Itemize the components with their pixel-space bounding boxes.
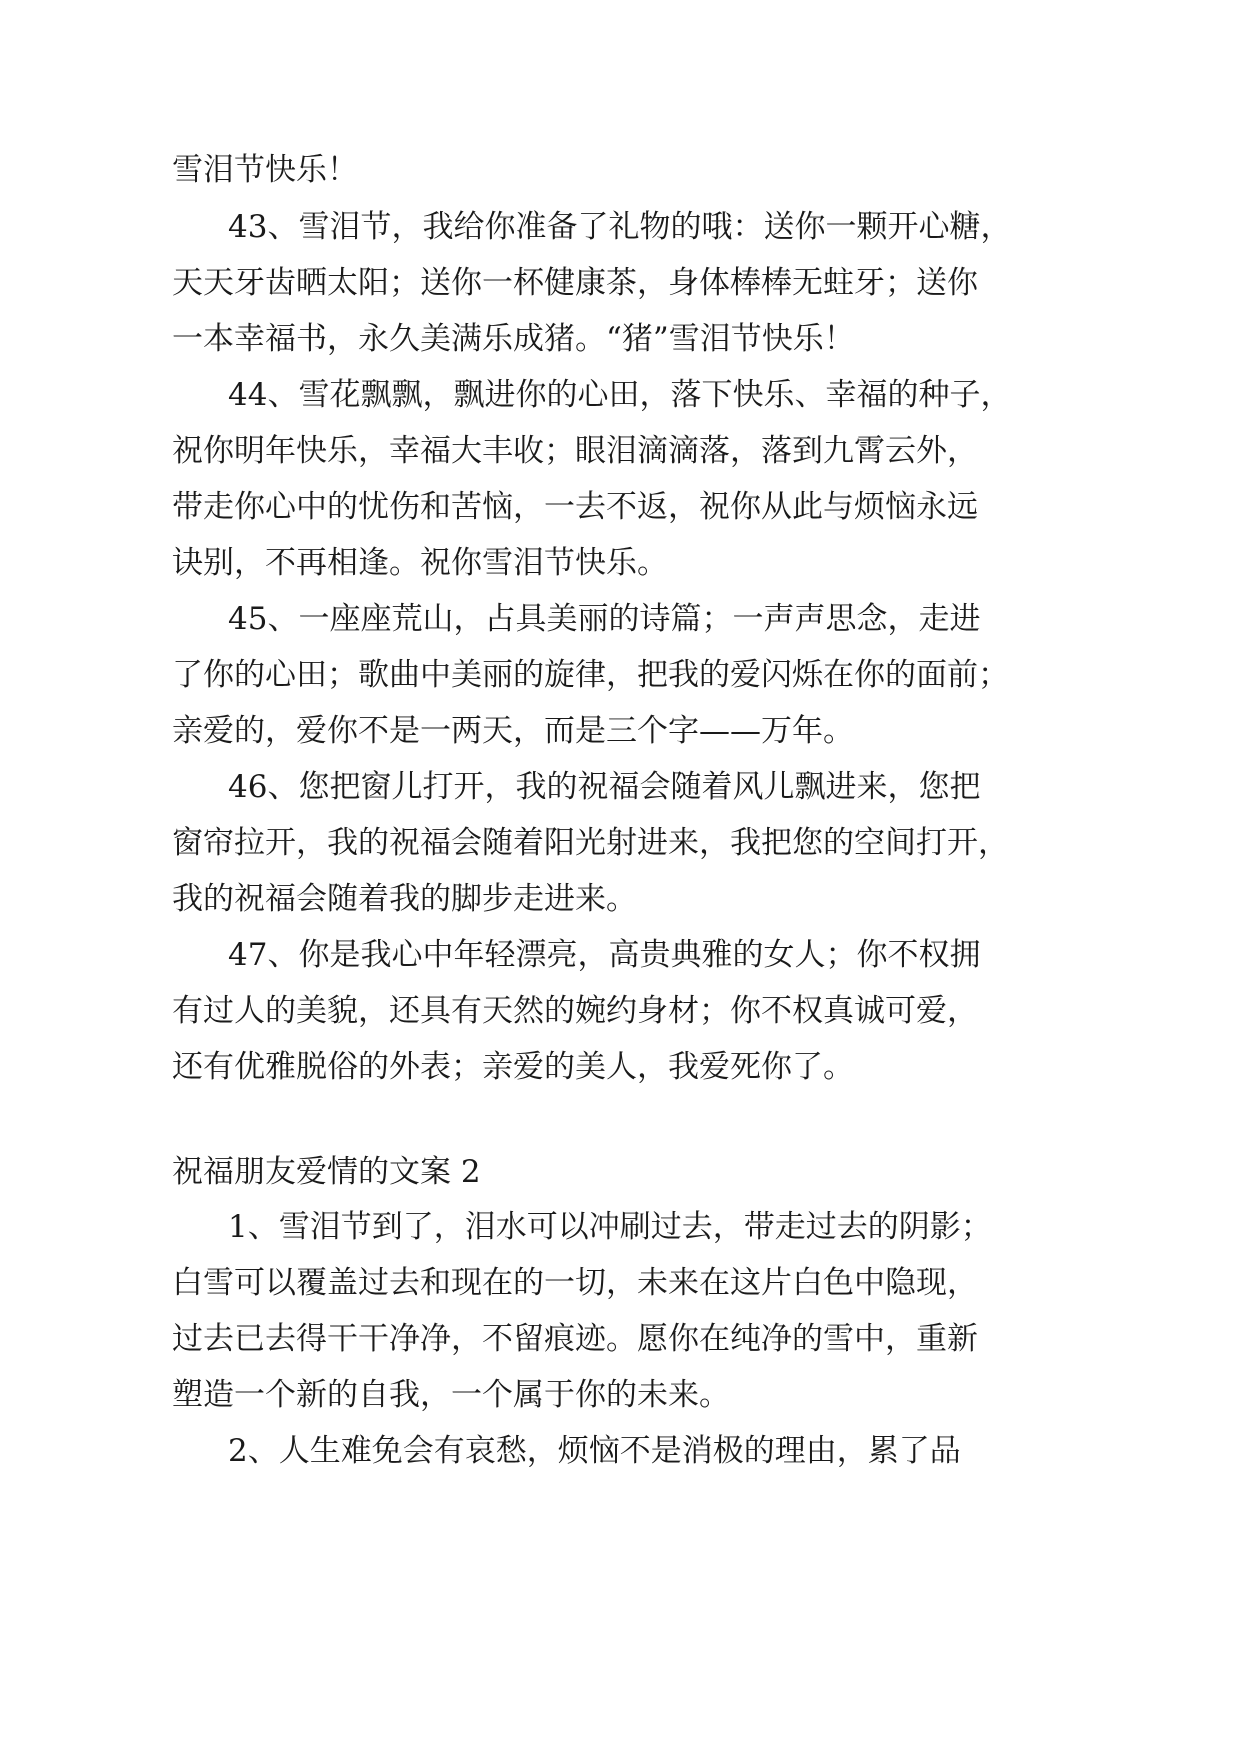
line-text: 雪泪节快乐！ [172,152,358,188]
heading-text: 祝福朋友爱情的文案 2 [172,1154,481,1190]
line-text: 47、你是我心中年轻漂亮，高贵典雅的女人；你不权拥 [228,937,981,973]
line-text: 有过人的美貌，还具有天然的婉约身材；你不权真诚可爱， [172,993,978,1029]
line-text: 塑造一个新的自我，一个属于你的未来。 [172,1377,730,1413]
line-text: 祝你明年快乐，幸福大丰收；眼泪滴滴落，落到九霄云外， [172,433,978,469]
line-text: 天天牙齿晒太阳；送你一杯健康茶，身体棒棒无蛀牙；送你 [172,265,978,301]
line-text: 过去已去得干干净净，不留痕迹。愿你在纯净的雪中，重新 [172,1321,978,1357]
line-text: 44、雪花飘飘，飘进你的心田，落下快乐、幸福的种子， [228,377,1012,413]
line-text: 亲爱的，爱你不是一两天，而是三个字——万年。 [172,713,854,749]
line-text: 带走你心中的忧伤和苦恼，一去不返，祝你从此与烦恼永远 [172,489,978,525]
line-text: 45、一座座荒山，占具美丽的诗篇；一声声思念，走进 [228,601,981,637]
line-text: 还有优雅脱俗的外表；亲爱的美人，我爱死你了。 [172,1049,854,1085]
line-text: 46、您把窗儿打开，我的祝福会随着风儿飘进来，您把 [228,769,981,805]
line-text: 了你的心田；歌曲中美丽的旋律，把我的爱闪烁在你的面前； [172,657,1009,693]
line-text: 白雪可以覆盖过去和现在的一切，未来在这片白色中隐现， [172,1265,978,1301]
line-text: 43、雪泪节，我给你准备了礼物的哦：送你一颗开心糖， [228,209,1012,245]
line-text: 诀别，不再相逢。祝你雪泪节快乐。 [172,545,668,581]
line-text: 我的祝福会随着我的脚步走进来。 [172,881,637,917]
line-text: 1、雪泪节到了，泪水可以冲刷过去，带走过去的阴影； [228,1209,992,1245]
line-text: 一本幸福书，永久美满乐成猪。“猪”雪泪节快乐！ [172,321,855,357]
line-text: 窗帘拉开，我的祝福会随着阳光射进来，我把您的空间打开， [172,825,1009,861]
line-text: 2、人生难免会有哀愁，烦恼不是消极的理由，累了品 [228,1433,961,1469]
